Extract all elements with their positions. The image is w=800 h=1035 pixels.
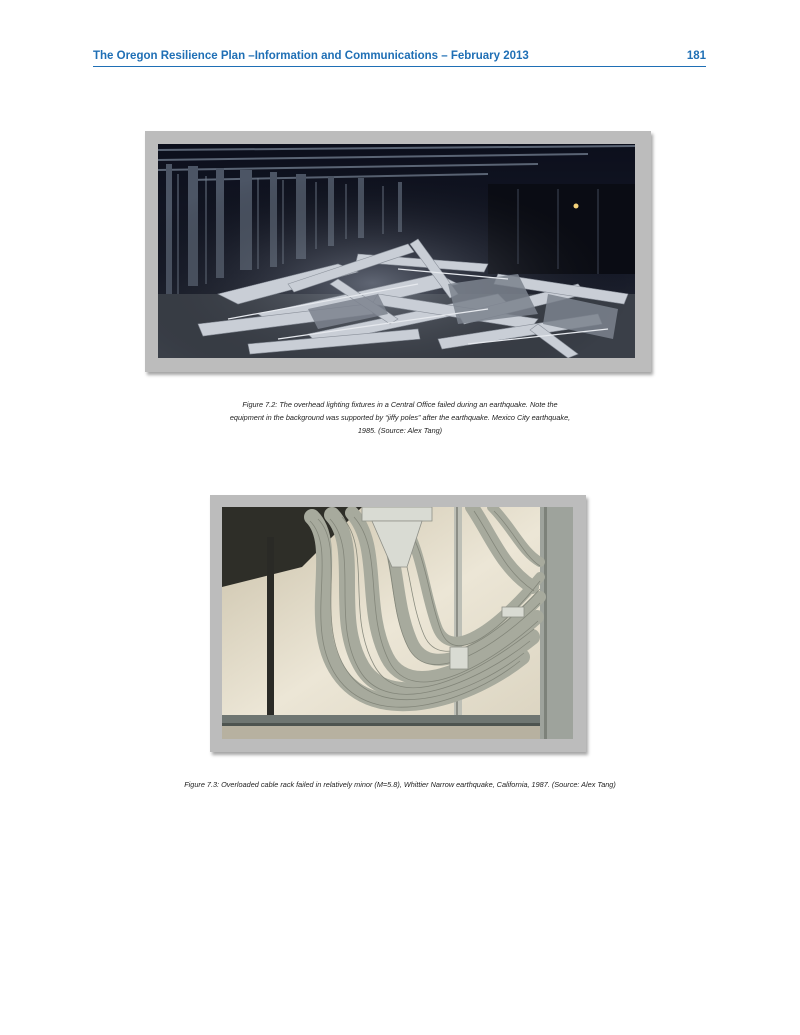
- figure-7-3-caption: [60, 778, 740, 791]
- page-header: [93, 48, 706, 67]
- figure-7-3-photo: [222, 507, 573, 739]
- figure-7-2-caption: [140, 398, 660, 437]
- caption-line: equipment in the background was supported by “jiffy poles” after the earthquake. Mexico City earthquake,: [229, 413, 571, 422]
- caption-line: 1985. (Source: Alex Tang): [357, 426, 443, 435]
- caption-line: Figure 7.2: The overhead lighting fixtures in a Central Office failed during an earthquake. Note the: [242, 400, 558, 409]
- document-title: The Oregon Resilience Plan –Information and Communications – February 2013: [93, 50, 529, 62]
- figure-7-2-photo: [158, 144, 635, 358]
- page-number: 181: [686, 50, 706, 62]
- caption-line: Figure 7.3: Overloaded cable rack failed in relatively minor (M=5.8), Whittier Narrow earthquake, California, 1987. (Source: Alex Tang): [184, 780, 616, 789]
